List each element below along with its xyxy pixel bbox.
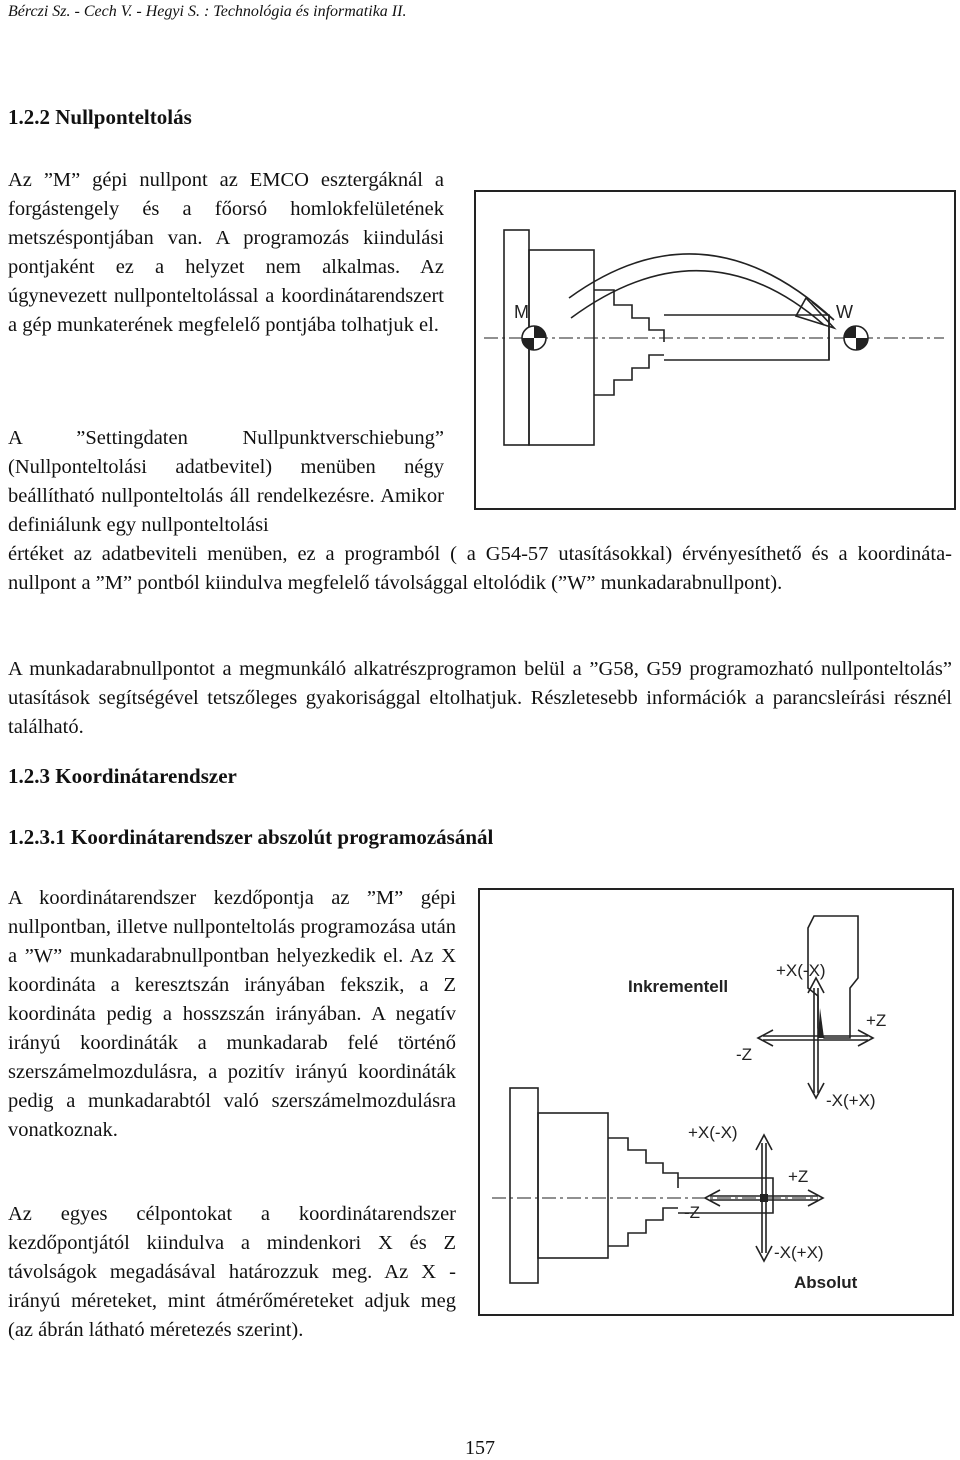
w-label: W: [836, 302, 853, 322]
top-minus-x-label: -X(+X): [826, 1091, 876, 1110]
top-minus-z-label: -Z: [736, 1045, 753, 1064]
heading-1-2-2: 1.2.2 Nullponteltolás: [8, 105, 192, 129]
paragraph-celpontok: Az egyes célpontokat a koordinátarendszer kezdőpontjától kiindulva a mindenkori X és Z távolságok megadásával határozzuk meg. Az X - irányú méreteket, mint átmérőméreteket adjuk meg (az ábrán látható méretezés szerint).: [8, 1203, 456, 1341]
top-plus-x-label: +X(-X): [776, 961, 826, 980]
incremental-title: Inkrementell: [628, 977, 729, 996]
heading-1-2-3-1: 1.2.3.1 Koordinátarendszer abszolút programozásánál: [8, 825, 494, 849]
heading-1-2-3: 1.2.3 Koordinátarendszer: [8, 764, 237, 788]
m-label: M: [514, 302, 529, 322]
zero-shift-figure: [474, 190, 956, 510]
coordinate-system-figure: [478, 888, 954, 1316]
running-header: Bérczi Sz. - Cech V. - Hegyi S. : Technológia és informatika II.: [8, 3, 407, 20]
paragraph-koordinatarendszer: A koordinátarendszer kezdőpontja az ”M” gépi nullpontban, illetve nullponteltolás programozása után a ”W” munkadarabnullpontban helyezkedik el. Az X koordináta a keresztszán irányában fekszik, a Z koordináta pedig a hosszszán irányában. A negatív irányú koordináták a munkadarab felé történő szerszámelmozdulásra, a pozitív irányú koordináták pedig a munkadarabtól való szerszámelmozdulásra vonatkoznak.: [8, 887, 456, 1141]
top-plus-z-label: +Z: [866, 1011, 887, 1030]
paragraph-settingdaten: A ”Settingdaten Nullpunktverschiebung” (Nullponteltolási adatbevitel) menüben négy beállítható nullponteltolás áll rendelkezésre. Amikor definiálunk egy nullponteltolási: [8, 427, 444, 536]
bottom-plus-x-label: +X(-X): [688, 1123, 738, 1142]
paragraph-settingdaten-cont: értéket az adatbeviteli menüben, ez a programból ( a G54-57 utasításokkal) érvényesíthető és a koordináta-nullpont a ”M” pontból kiindulva megfelelő távolsággal eltolódik (”W” munkadarabnullpont).: [8, 543, 952, 594]
paragraph-munkadarabnullpont: A munkadarabnullpontot a megmunkáló alkatrészprogramon belül a ”G58, G59 programozható nullponteltolás” utasítások segítségével tetszőleges gyakorisággal eltolhatjuk. Részletesebb információk a parancsleírási résznél található.: [8, 658, 952, 738]
bottom-plus-z-label: +Z: [788, 1167, 809, 1186]
bottom-minus-z-label: -Z: [684, 1203, 701, 1222]
absolute-title: Absolut: [794, 1273, 858, 1292]
page-number: 157: [465, 1437, 495, 1459]
paragraph-m-nullpont: Az ”M” gépi nullpont az EMCO esztergáknál a forgástengely és a főorsó homlokfelületének metszéspontjában van. A programozás kiindulási pontjaként ez a helyzet nem alkalmas. Az úgynevezett nullponteltolással a koordinátarendszert a gép munkaterének megfelelő pontjába tolhatjuk el.: [8, 169, 444, 336]
bottom-minus-x-label: -X(+X): [774, 1243, 824, 1262]
